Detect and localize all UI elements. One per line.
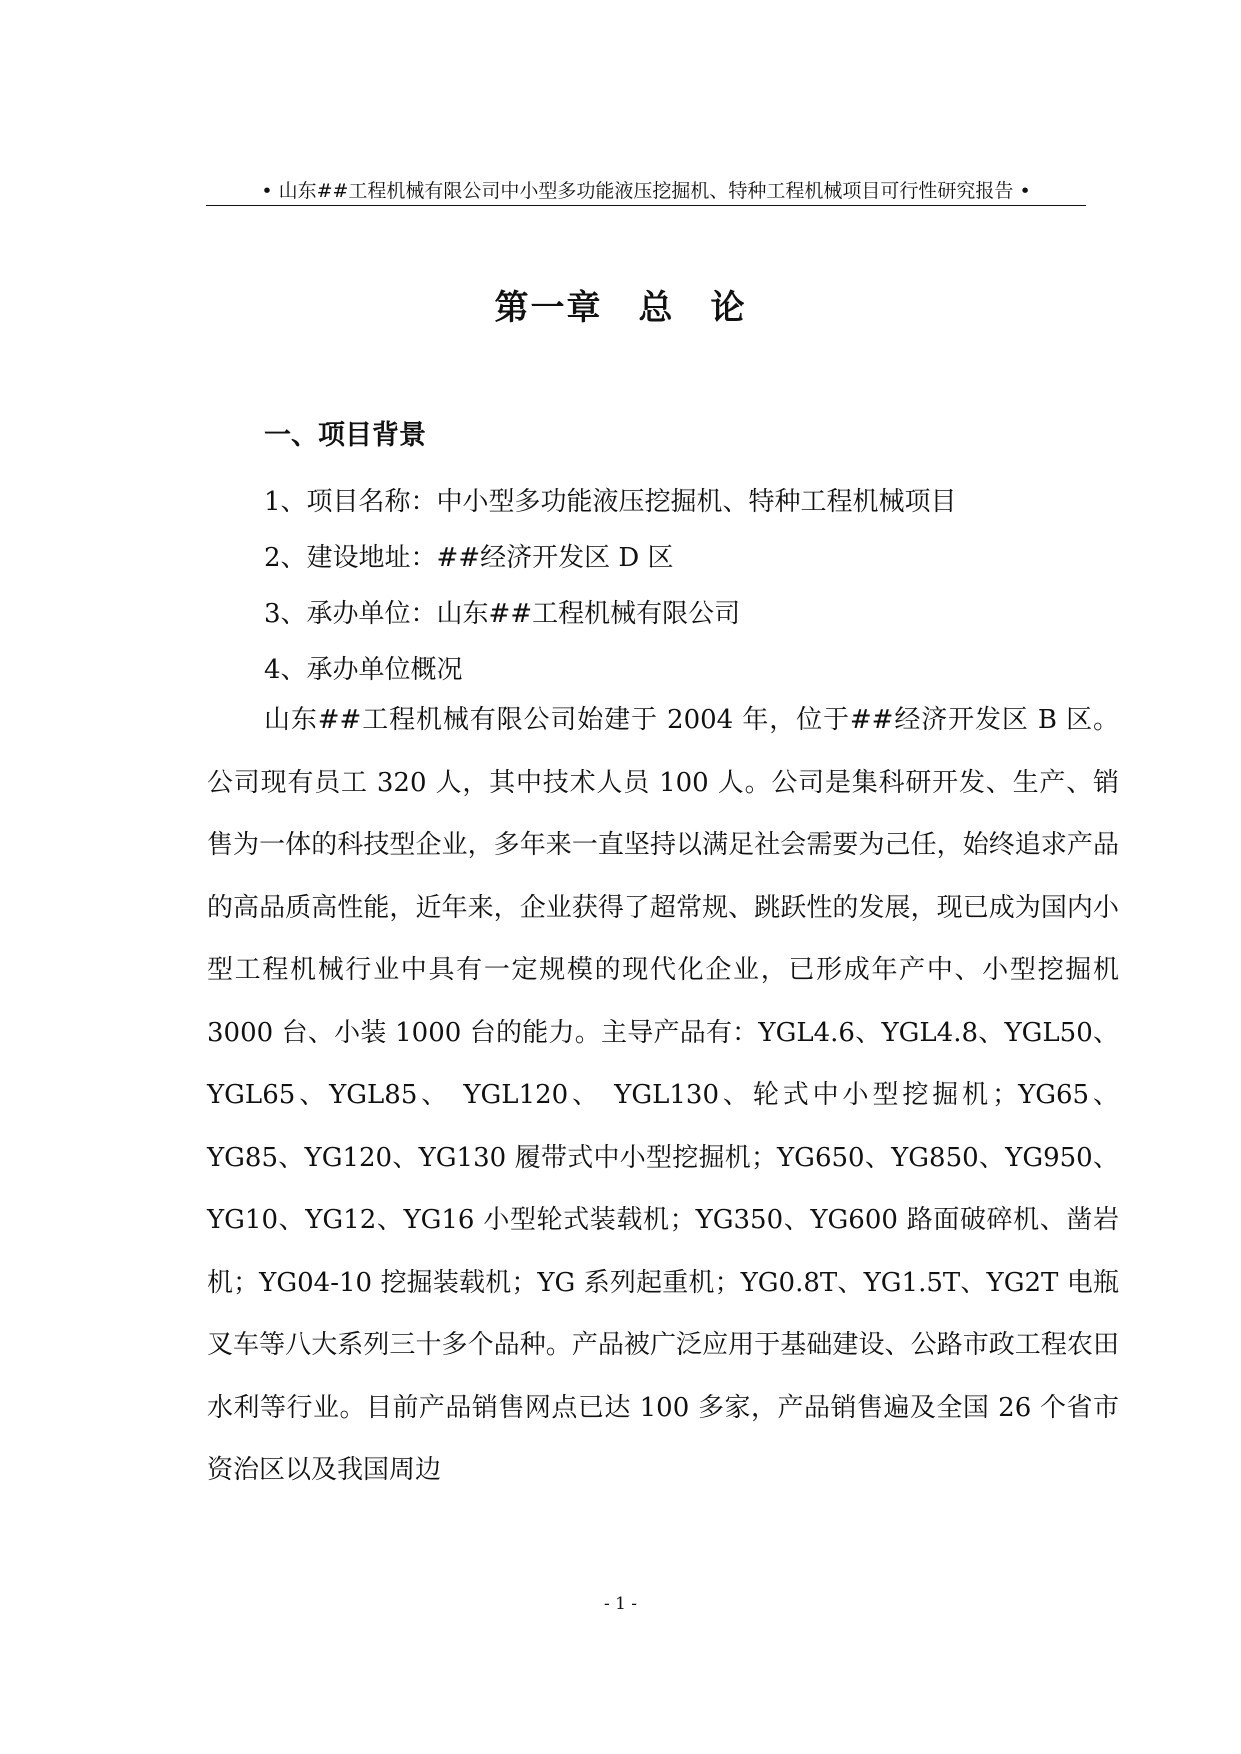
chapter-title: 第一章 总 论 (494, 288, 747, 328)
list-item-project-name: 1、项目名称：中小型多功能液压挖掘机、特种工程机械项目 (264, 487, 957, 517)
running-header: • 山东##工程机械有限公司中小型多功能液压挖掘机、特种工程机械项目可行性研究报告 • (261, 180, 1031, 202)
page-number: - 1 - (603, 1594, 638, 1614)
section-heading: 一、项目背景 (264, 420, 426, 451)
company-overview-paragraph: 山东##工程机械有限公司始建于 2004 年，位于##经济开发区 B 区。公司现有员工 320 人，其中技术人员 100 人。公司是集科研开发、生产、销售为一体的科技型企业，多年来一直坚持以满足社会需要为己任，始终追求产品的高品质高性能，近年来，企业获得了超常规、跳跃性的发展，现已成为国内小型工程机械行业中具有一定规模的现代化企业，已形成年产中、小型挖掘机 3000 台、小装 1000 台的能力。主导产品有：YGL4.6、YGL4.8、YGL50、YGL65、YGL85、 YGL120、 YGL130、轮式中小型挖掘机；YG65、YG85、YG120、YG130 履带式中小型挖掘机；YG650、YG850、YG950、YG10、YG12、YG16 小型轮式装载机；YG350、YG600 路面破碎机、凿岩机；YG04-10 挖掘装载机；YG 系列起重机；YG0.8T、YG1.5T、YG2T 电瓶叉车等八大系列三十多个品种。产品被广泛应用于基础建设、公路市政工程农田水利等行业。目前产品销售网点已达 100 多家，产品销售遍及全国 26 个省市资治区以及我国周边 (207, 705, 1119, 1485)
list-item-site-address: 2、建设地址：##经济开发区 D 区 (264, 543, 674, 573)
list-item-organization-overview: 4、承办单位概况 (264, 655, 463, 685)
header-divider (206, 205, 1086, 206)
list-item-host-organization: 3、承办单位：山东##工程机械有限公司 (264, 599, 741, 629)
